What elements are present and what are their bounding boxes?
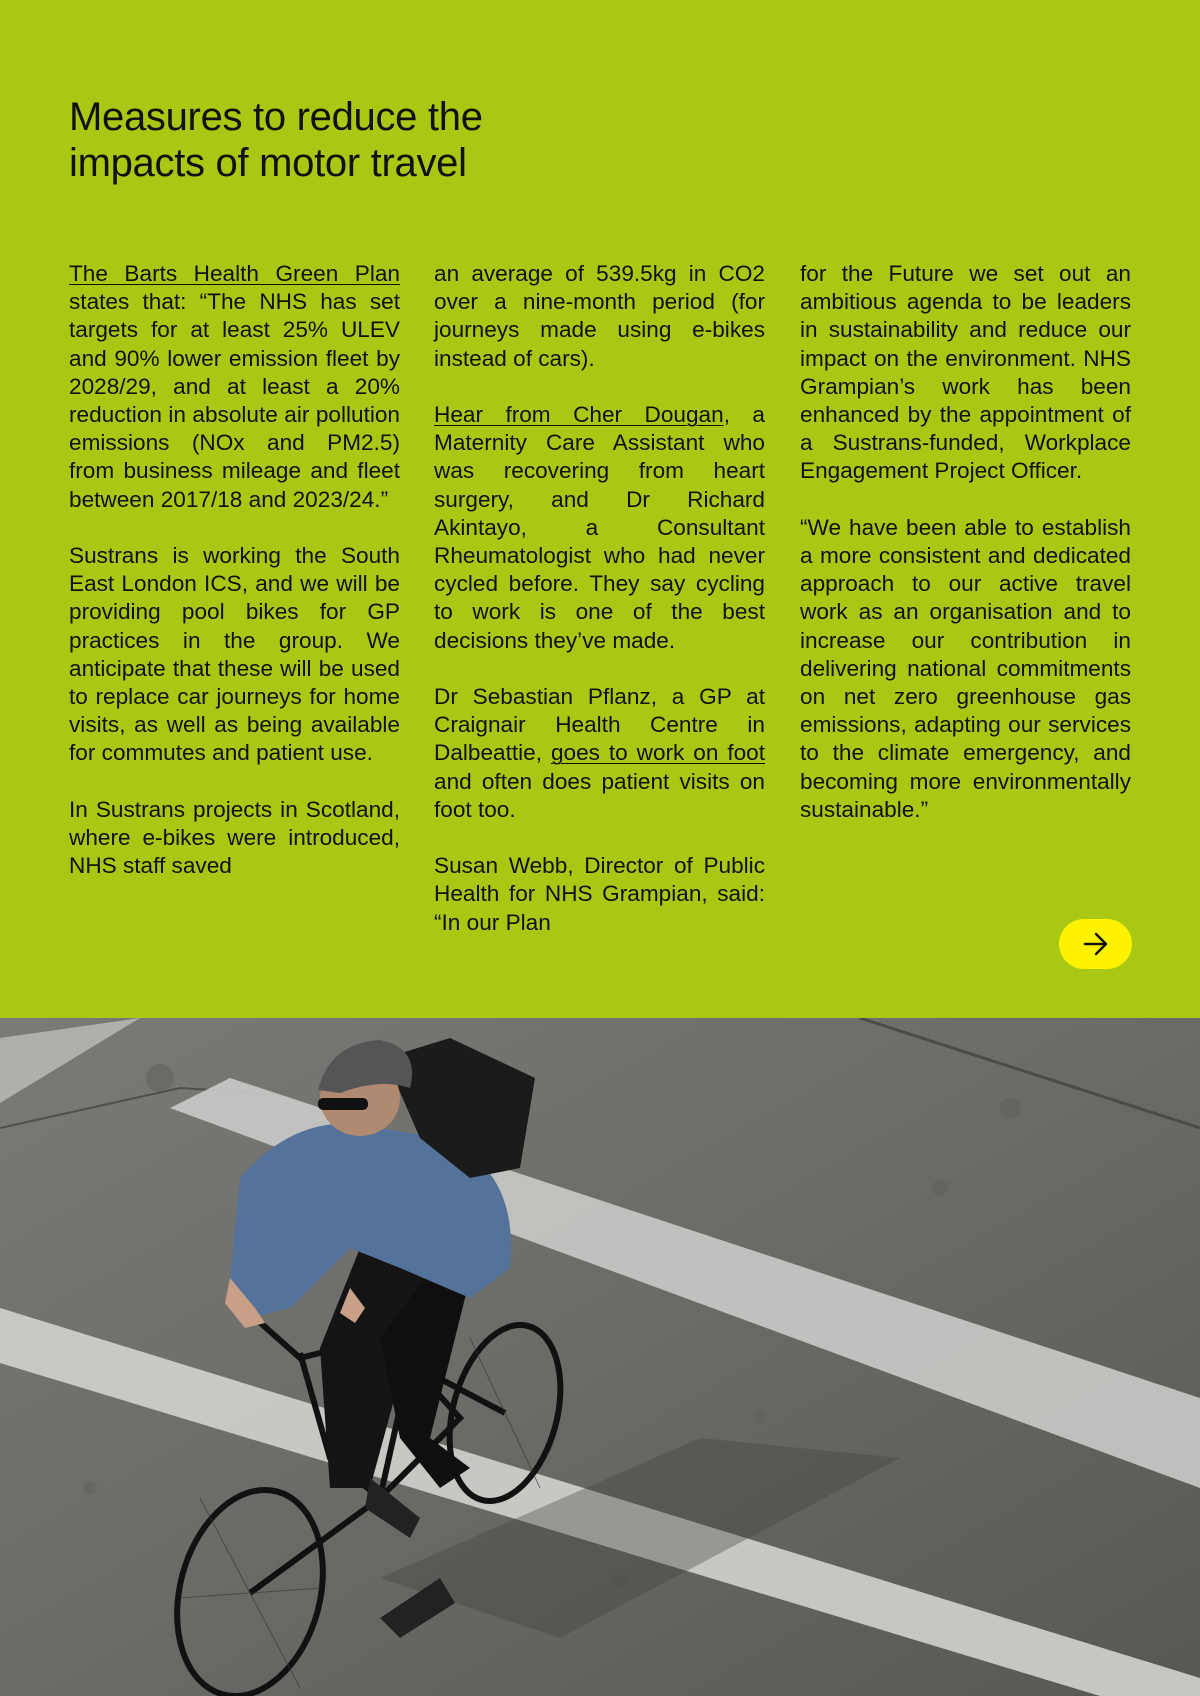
next-page-button[interactable] <box>1059 919 1132 969</box>
cyclist-photo-illustration <box>0 1018 1200 1696</box>
text-column-2 <box>434 260 765 965</box>
cher-dougan-link[interactable]: Hear from Cher Dougan <box>434 402 724 427</box>
text-column-1 <box>69 260 400 909</box>
page-title <box>69 94 589 186</box>
barts-green-plan-link[interactable]: The Barts Health Green Plan <box>69 261 400 286</box>
title-line-2: impacts of motor travel <box>69 141 467 185</box>
paragraph: Hear from Cher Dougan, a Maternity Care Assistant who was recovering from heart surgery, and Dr Richard Akintayo, a Consultant Rheumatologist who had never cycled before. They say cycling to work is one of the best decisions they’ve made. <box>434 402 765 653</box>
text-column-3 <box>800 260 1131 852</box>
goes-to-work-on-foot-link[interactable]: goes to work on foot <box>550 740 766 766</box>
paragraph: an average of 539.5kg in CO2 over a nine-month period (for journeys made using e-bikes instead of cars). <box>434 261 765 371</box>
cyclist-photo <box>0 1018 1200 1696</box>
paragraph: Dr Sebastian Pflanz, a GP at Craignair Health Centre in Dalbeattie, goes to work on foot and often does patient visits on foot too. <box>434 684 766 822</box>
arrow-right-icon <box>1082 930 1110 958</box>
paragraph: The Barts Health Green Plan states that: “The NHS has set targets for at least 25% ULEV and 90% lower emission fleet by 2028/29, and at least a 20% reduction in absolute air pollution emissions (NOx and PM2.5) from business mileage and fleet between 2017/18 and 2023/24.” <box>69 261 400 512</box>
paragraph: for the Future we set out an ambitious agenda to be leaders in sustainability and reduce our impact on the environment. NHS Grampian’s work has been enhanced by the appointment of a Sustrans-funded, Workplace Engagement Project Officer. <box>800 261 1131 484</box>
paragraph: In Sustrans projects in Scotland, where e-bikes were introduced, NHS staff saved <box>69 796 400 879</box>
title-line-1: Measures to reduce the <box>69 95 483 139</box>
paragraph: “We have been able to establish a more consistent and dedicated approach to our active travel work as an organisation and to increase our contribution in delivering national commitments on net zero greenhouse gas emissions, adapting our services to the climate emergency, and becoming more environmentally sustainable.” <box>800 514 1131 822</box>
paragraph: Sustrans is working the South East London ICS, and we will be providing pool bikes for GP practices in the group. We anticipate that these will be used to replace car journeys for home visits, as well as being available for commutes and patient use. <box>69 543 400 766</box>
paragraph: Susan Webb, Director of Public Health for NHS Grampian, said: “In our Plan <box>434 853 765 935</box>
